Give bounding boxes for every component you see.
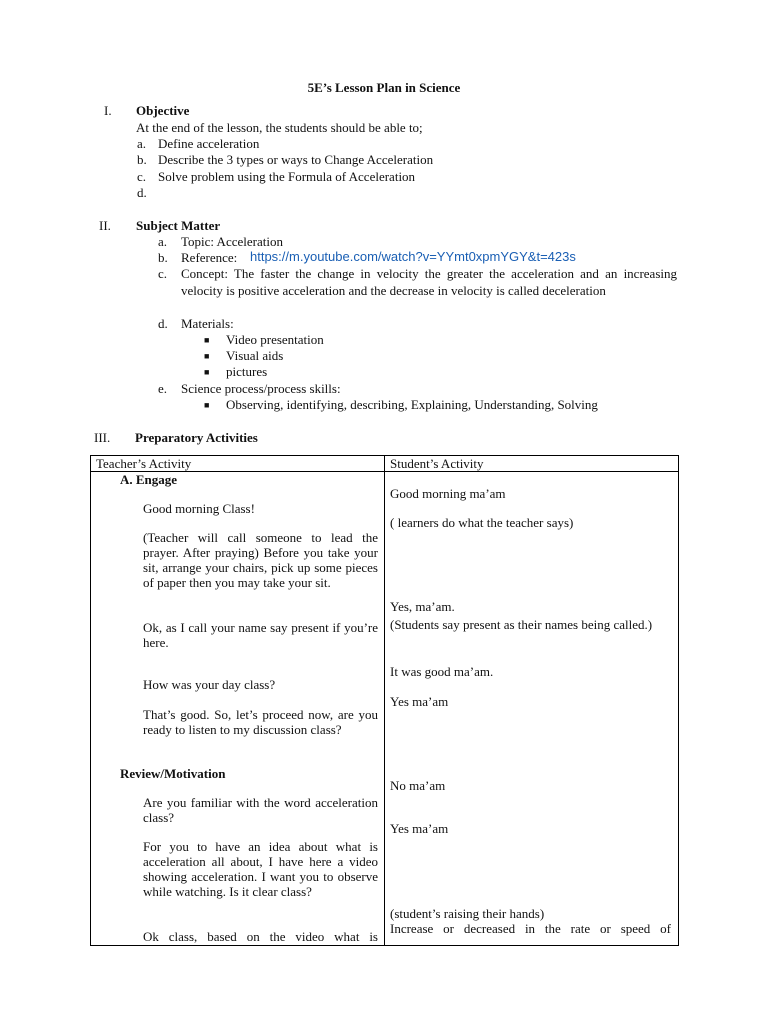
objective-item-c: Solve problem using the Formula of Acceleration [158, 169, 416, 184]
teacher-attendance: Ok, as I call your name say present if you’re here. [143, 620, 378, 650]
student-learners: ( learners do what the teacher says) [390, 515, 574, 530]
material-item: Video presentation [226, 332, 324, 347]
objective-intro: At the end of the lesson, the students should be able to; [136, 120, 423, 135]
material-item: pictures [226, 364, 268, 379]
teacher-greeting: Good morning Class! [143, 501, 255, 516]
objective-heading: Objective [136, 103, 190, 118]
student-header-cell [385, 456, 679, 472]
objective-letter-c: c. [137, 169, 147, 184]
objective-numeral: I. [104, 103, 112, 118]
subject-concept: Concept: The faster the change in velocity the greater the acceleration and an increasing velocity is positive acceleration and the decrease in velocity is called deceleration [181, 266, 677, 298]
objective-item-a: Define acceleration [158, 136, 260, 151]
student-activity-cell [385, 472, 679, 946]
page-title: 5E’s Lesson Plan in Science [307, 80, 461, 95]
bullet-icon: ■ [204, 400, 210, 410]
objective-letter-a: a. [137, 136, 147, 151]
subject-reference-label: Reference: [181, 250, 238, 265]
objective-letter-b: b. [137, 152, 147, 167]
skill-item: Observing, identifying, describing, Explaining, Understanding, Solving [226, 397, 598, 412]
subject-skills-label: Science process/process skills: [181, 381, 341, 396]
bullet-icon: ■ [204, 351, 210, 361]
subject-numeral: II. [99, 218, 111, 233]
teacher-activity-cell [91, 472, 385, 946]
activity-table [90, 455, 679, 946]
student-present: (Students say present as their names being called.) [390, 617, 653, 632]
student-yes-1: Yes, ma’am. [390, 599, 455, 614]
teacher-proceed: That’s good. So, let’s proceed now, are you ready to listen to my discussion class? [143, 707, 378, 737]
student-no: No ma’am [390, 778, 446, 793]
student-increase: Increase or decreased in the rate or speed of [390, 921, 671, 936]
bullet-icon: ■ [204, 335, 210, 345]
teacher-based: Ok class, based on the video what is [143, 929, 378, 944]
subject-materials-label: Materials: [181, 316, 234, 331]
material-item: Visual aids [226, 348, 284, 363]
subject-concept-letter: c. [158, 266, 168, 281]
review-label: Review/Motivation [120, 766, 226, 781]
student-header: Student’s Activity [390, 456, 484, 471]
subject-topic: Topic: Acceleration [181, 234, 283, 249]
subject-topic-letter: a. [158, 234, 168, 249]
student-greeting: Good morning ma’am [390, 486, 506, 501]
engage-label: A. Engage [120, 472, 178, 487]
reference-link[interactable]: https://m.youtube.com/watch?v=YYmt0xpmYGY&t=423s [250, 249, 576, 264]
teacher-header-cell [91, 456, 385, 472]
objective-letter-d: d. [137, 185, 147, 200]
teacher-familiar: Are you familiar with the word acceleration class? [143, 795, 378, 825]
subject-reference-letter: b. [158, 250, 168, 265]
objective-item-b: Describe the 3 types or ways to Change Acceleration [158, 152, 434, 167]
student-raising: (student’s raising their hands) [390, 906, 545, 921]
student-yes-3: Yes ma’am [390, 821, 449, 836]
preparatory-numeral: III. [94, 430, 111, 445]
subject-heading: Subject Matter [136, 218, 221, 233]
teacher-prayer: (Teacher will call someone to lead the prayer. After praying) Before you take your sit, arrange your chairs, pick up some pieces of paper then you may take your sit. [143, 530, 378, 590]
student-yes-2: Yes ma’am [390, 694, 449, 709]
bullet-icon: ■ [204, 367, 210, 377]
subject-skills-letter: e. [158, 381, 168, 396]
subject-materials-letter: d. [158, 316, 168, 331]
teacher-day: How was your day class? [143, 677, 276, 692]
teacher-video: For you to have an idea about what is acceleration all about, I have here a video showing acceleration. I want you to observe while watching. Is it clear class? [143, 839, 378, 899]
teacher-header: Teacher’s Activity [96, 456, 192, 471]
student-good: It was good ma’am. [390, 664, 494, 679]
preparatory-heading: Preparatory Activities [135, 430, 258, 445]
